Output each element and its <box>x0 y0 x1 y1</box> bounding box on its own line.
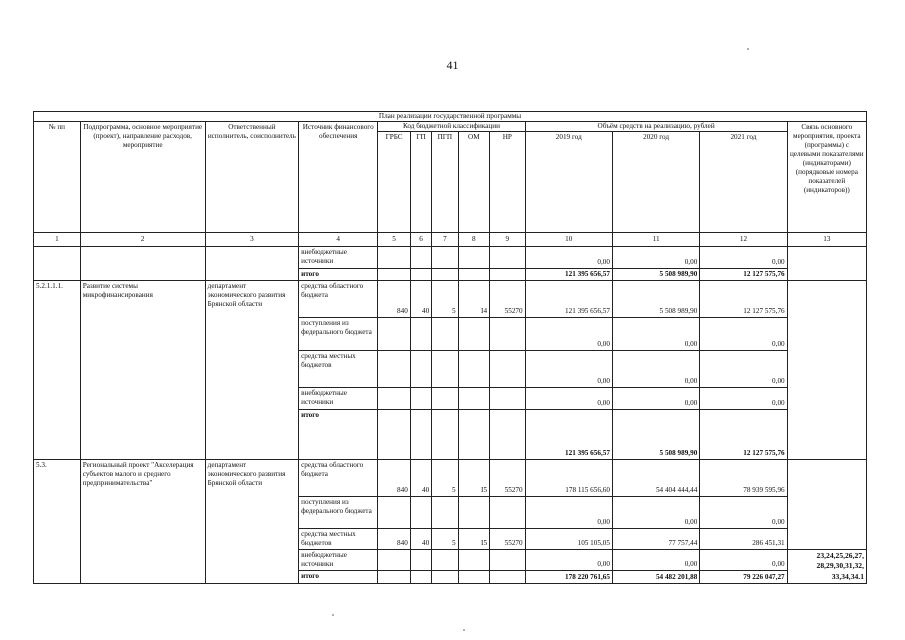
value-2019: 0,00 <box>525 550 612 571</box>
value-2019: 0,00 <box>525 247 612 269</box>
header-2020: 2020 год <box>612 132 699 233</box>
source-cell: средства местных бюджетов <box>299 529 378 550</box>
source-cell: внебюджетные источники <box>299 388 378 410</box>
value-2020: 77 757,44 <box>612 529 699 550</box>
code-gp: 40 <box>410 281 431 318</box>
value-2020: 0,00 <box>612 497 699 529</box>
col-number: 11 <box>612 233 699 247</box>
header-code-group: Код бюджетной классификации <box>378 122 525 132</box>
value-2020: 5 508 989,90 <box>612 410 699 460</box>
code-grbs: 840 <box>378 281 411 318</box>
value-2020: 0,00 <box>612 550 699 571</box>
table-row <box>34 247 867 269</box>
header-volume-group: Объём средств на реализацию, рублей <box>525 122 787 132</box>
scan-speck <box>463 629 465 631</box>
source-cell: средства областного бюджета <box>299 281 378 318</box>
value-2021: 286 451,31 <box>700 529 787 550</box>
col-number: 13 <box>787 233 866 247</box>
value-2019: 178 115 656,60 <box>525 460 612 497</box>
code-pgp: 5 <box>432 529 458 550</box>
value-2019: 0,00 <box>525 388 612 410</box>
col-number: 3 <box>205 233 298 247</box>
row-name: Региональный проект "Акселерация субъектов малого и среднего предпринимательства" <box>80 460 205 584</box>
header-gp: ГП <box>410 132 431 233</box>
col-number: 12 <box>700 233 787 247</box>
source-cell: поступления из федерального бюджета <box>299 497 378 529</box>
page-number: 41 <box>446 58 459 72</box>
code-gp: 40 <box>410 529 431 550</box>
value-2020: 54 404 444,44 <box>612 460 699 497</box>
row-responsible: департамент экономического развития Брянской области <box>205 460 298 584</box>
col-number: 10 <box>525 233 612 247</box>
header-responsible: Ответственный исполнитель, соисполнитель <box>205 122 298 233</box>
value-2019: 105 105,05 <box>525 529 612 550</box>
value-2020: 0,00 <box>612 351 699 388</box>
value-2021: 79 226 047,27 <box>700 571 787 583</box>
header-2021: 2021 год <box>700 132 787 233</box>
row-name: Развитие системы микрофинансирования <box>80 281 205 460</box>
source-cell: итого <box>299 410 378 460</box>
code-om: I4 <box>458 281 489 318</box>
row-number: 5.2.1.1.1. <box>34 281 81 460</box>
column-number-row <box>34 233 867 247</box>
source-cell: средства областного бюджета <box>299 460 378 497</box>
table-row <box>34 460 867 497</box>
header-subprogram: Подпрограмма, основное мероприятие (проект), направление расходов, мероприятие <box>80 122 205 233</box>
col-number: 9 <box>490 233 526 247</box>
header-np: НР <box>490 132 526 233</box>
value-2021: 0,00 <box>700 550 787 571</box>
table-title: План реализации государственной программы <box>34 112 867 122</box>
value-2020: 54 482 201,88 <box>612 571 699 583</box>
row-responsible: департамент экономического развития Брянской области <box>205 281 298 460</box>
header-2019: 2019 год <box>525 132 612 233</box>
code-om: I5 <box>458 460 489 497</box>
header-om: ОМ <box>458 132 489 233</box>
value-2020: 0,00 <box>612 388 699 410</box>
value-2019: 0,00 <box>525 318 612 351</box>
col-number: 5 <box>378 233 411 247</box>
source-cell: итого <box>299 269 378 281</box>
value-2021: 0,00 <box>700 497 787 529</box>
value-2020: 0,00 <box>612 247 699 269</box>
value-2021: 12 127 575,76 <box>700 410 787 460</box>
source-cell: поступления из федерального бюджета <box>299 318 378 351</box>
col-number: 2 <box>80 233 205 247</box>
code-om: I5 <box>458 529 489 550</box>
col-number: 6 <box>410 233 431 247</box>
code-pgp: 5 <box>432 460 458 497</box>
value-2021: 12 127 575,76 <box>700 281 787 318</box>
value-2020: 5 508 989,90 <box>612 269 699 281</box>
program-plan-table <box>33 111 867 584</box>
source-cell: итого <box>299 571 378 583</box>
value-2020: 5 508 989,90 <box>612 281 699 318</box>
code-grbs: 840 <box>378 460 411 497</box>
code-grbs: 840 <box>378 529 411 550</box>
value-2019: 121 395 656,57 <box>525 281 612 318</box>
value-2021: 78 939 595,96 <box>700 460 787 497</box>
code-np: 55270 <box>490 281 526 318</box>
row-number: 5.3. <box>34 460 81 584</box>
value-2020: 0,00 <box>612 318 699 351</box>
table-row <box>34 281 867 318</box>
value-2021: 0,00 <box>700 247 787 269</box>
col-number: 1 <box>34 233 81 247</box>
value-2021: 0,00 <box>700 351 787 388</box>
header-link: Связь основного мероприятия, проекта (программы) с целевыми показателями (индикаторами) (порядковые номера показателей (индикаторов)) <box>787 122 866 233</box>
value-2019: 0,00 <box>525 351 612 388</box>
header-source: Источник финансового обеспечения <box>299 122 378 233</box>
code-np: 55270 <box>490 460 526 497</box>
value-2019: 121 395 656,57 <box>525 269 612 281</box>
header-num: № пп <box>34 122 81 233</box>
code-gp: 40 <box>410 460 431 497</box>
value-2021: 0,00 <box>700 388 787 410</box>
source-cell: внебюджетные источники <box>299 550 378 571</box>
value-2019: 0,00 <box>525 497 612 529</box>
scan-speck <box>332 614 334 616</box>
source-cell: внебюджетные источники <box>299 247 378 269</box>
code-np: 55270 <box>490 529 526 550</box>
col-number: 4 <box>299 233 378 247</box>
value-2021: 0,00 <box>700 318 787 351</box>
value-2019: 178 220 761,65 <box>525 571 612 583</box>
col-number: 8 <box>458 233 489 247</box>
value-2021: 12 127 575,76 <box>700 269 787 281</box>
indicator-links: 23,24,25,26,27, 28,29,30,31,32, 33,34,34.1 <box>787 550 866 584</box>
source-cell: средства местных бюджетов <box>299 351 378 388</box>
value-2019: 121 395 656,57 <box>525 410 612 460</box>
scan-speck <box>747 48 749 50</box>
header-grbs: ГРБС <box>378 132 411 233</box>
code-pgp: 5 <box>432 281 458 318</box>
header-pgp: ПГП <box>432 132 458 233</box>
col-number: 7 <box>432 233 458 247</box>
